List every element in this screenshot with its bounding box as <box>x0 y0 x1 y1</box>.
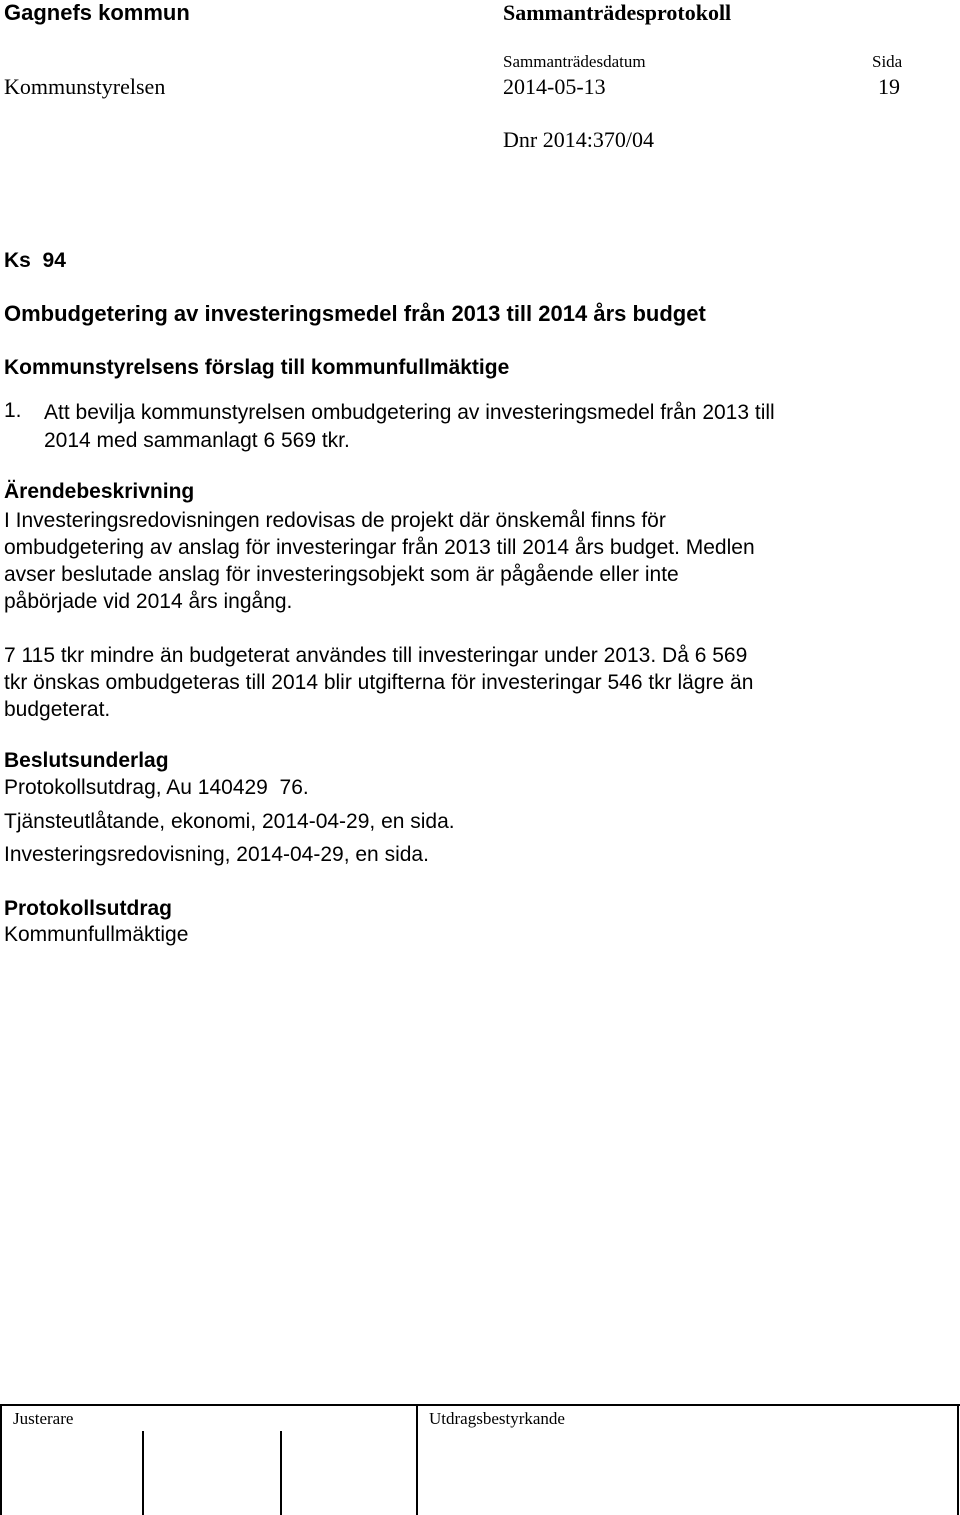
decision-basis-heading: Beslutsunderlag <box>4 749 169 772</box>
signature-box-right-border <box>957 1404 959 1515</box>
extract-heading: Protokollsutdrag <box>4 897 173 920</box>
signature-box-divider <box>416 1404 418 1515</box>
signature-box-top-border <box>0 1404 960 1406</box>
meeting-date: 2014-05-13 <box>503 74 606 99</box>
document-type: Sammanträdesprotokoll <box>503 0 732 25</box>
organization-name: Gagnefs kommun <box>4 0 190 25</box>
page-number: 19 <box>878 74 900 99</box>
description-heading: Ärendebeskrivning <box>4 480 195 503</box>
proposal-heading: Kommunstyrelsens förslag till kommunfullmäktige <box>4 356 510 379</box>
signature-cell-divider <box>280 1431 282 1515</box>
description-paragraph: I Investeringsredovisningen redovisas de projekt där önskemål finns för ombudgetering av anslag för investeringar från 2013 till 2014 års budget. Medlen avser beslutade anslag för investeringsobjekt som är pågående eller inte påbörjade vid 2014 års ingång. <box>4 509 755 613</box>
extract-certification-label: Utdragsbestyrkande <box>429 1409 565 1428</box>
decision-basis-item: Protokollsutdrag, Au 140429 76. <box>4 776 309 799</box>
reviewer-label: Justerare <box>13 1409 74 1428</box>
description-paragraph: 7 115 tkr mindre än budgeterat användes till investeringar under 2013. Då 6 569 tkr önskas ombudgeteras till 2014 blir utgifterna för investeringar 546 tkr lägre än budgeterat. <box>4 644 754 721</box>
committee-name: Kommunstyrelsen <box>4 74 166 99</box>
page-label: Sida <box>872 52 903 71</box>
proposal-item-number: 1. <box>4 399 22 422</box>
signature-box-left-border <box>0 1404 2 1515</box>
proposal-item-text: Att bevilja kommunstyrelsen ombudgetering av investeringsmedel från 2013 till 2014 med sammanlagt 6 569 tkr. <box>44 401 775 452</box>
paragraph-number: Ks 94 <box>4 249 66 272</box>
signature-box <box>0 1404 960 1515</box>
decision-basis-item: Tjänsteutlåtande, ekonomi, 2014-04-29, en sida. <box>4 810 455 833</box>
extract-recipient: Kommunfullmäktige <box>4 923 189 946</box>
decision-basis-item: Investeringsredovisning, 2014-04-29, en sida. <box>4 843 429 866</box>
signature-cell-divider <box>142 1431 144 1515</box>
meeting-date-label: Sammanträdesdatum <box>503 52 646 71</box>
page-title: Ombudgetering av investeringsmedel från 2013 till 2014 års budget <box>4 301 706 326</box>
diary-number: Dnr 2014:370/04 <box>503 127 654 152</box>
